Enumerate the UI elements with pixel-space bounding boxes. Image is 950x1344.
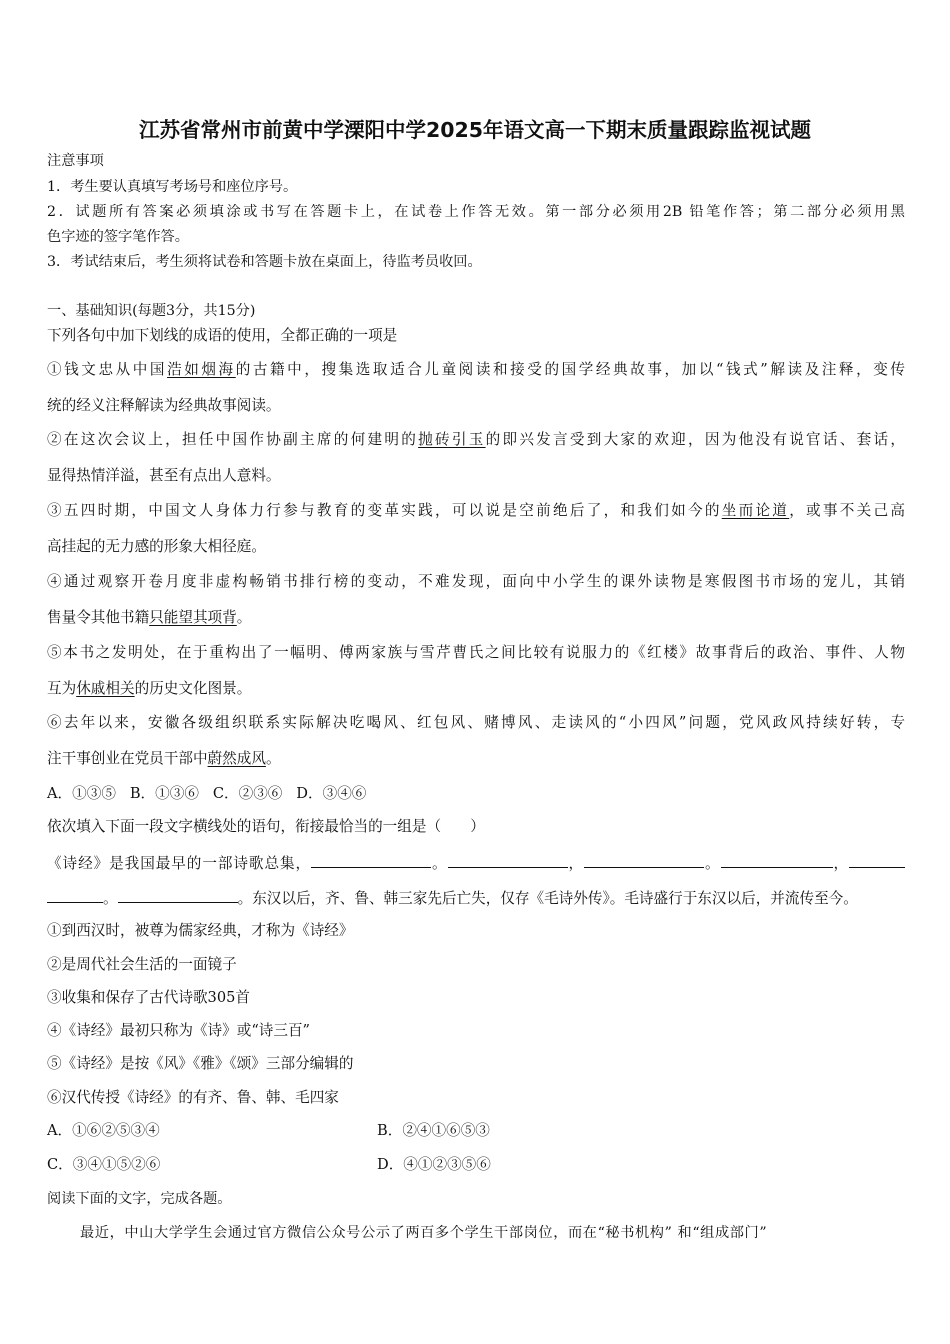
fill-blank-5[interactable] bbox=[849, 853, 905, 868]
q2-option-b: B．②④①⑥⑤③ bbox=[377, 1122, 490, 1139]
note-item-2-cont: 色字迹的签字笔作答。 bbox=[47, 229, 189, 245]
q1-sentence-1: ①钱文忠从中国浩如烟海的古籍中，搜集选取适合儿童阅读和接受的国学经典故事，加以“钱式”解读及注释，变传 bbox=[47, 361, 905, 378]
q2-option-a: A．①⑥②⑤③④ bbox=[47, 1122, 160, 1139]
q1-sentence-5: ⑤本书之发明处，在于重构出了一幅明、傅两家族与雪芹曹氏之间比较有说服力的《红楼》故事背后的政治、事件、人物 bbox=[47, 644, 905, 661]
fill-blank-1[interactable] bbox=[311, 853, 431, 868]
q1-sentence-2: ②在这次会议上，担任中国作协副主席的何建明的抛砖引玉的即兴发言受到大家的欢迎，因为他没有说官话、套话， bbox=[47, 431, 905, 448]
q2-item-6: ⑥汉代传授《诗经》的有齐、鲁、韩、毛四家 bbox=[47, 1089, 339, 1106]
section-heading: 一、基础知识(每题3分，共15分) bbox=[47, 303, 256, 319]
underlined-idiom: 浩如烟海 bbox=[167, 361, 236, 378]
q2-passage-line-1: 《诗经》是我国最早的一部诗歌总集， 。 ， 。 ， bbox=[47, 853, 905, 873]
note-item-2: 2．试题所有答案必须填涂或书写在答题卡上，在试卷上作答无效。第一部分必须用2B 铅笔作答；第二部分必须用黑 bbox=[47, 204, 905, 220]
notes-heading: 注意事项 bbox=[47, 153, 104, 169]
q1-sentence-5-cont: 互为休戚相关的历史文化图景。 bbox=[47, 680, 252, 697]
q1-sentence-3: ③五四时期，中国文人身体力行参与教育的变革实践，可以说是空前绝后了，和我们如今的坐而论道，或事不关己高 bbox=[47, 502, 905, 519]
underlined-idiom: 抛砖引玉 bbox=[418, 431, 486, 448]
note-item-3: 3．考试结束后，考生须将试卷和答题卡放在桌面上，待监考员收回。 bbox=[47, 254, 482, 270]
q1-sentence-3-cont: 高挂起的无力感的形象大相径庭。 bbox=[47, 538, 266, 555]
q2-item-1: ①到西汉时，被尊为儒家经典，才称为《诗经》 bbox=[47, 922, 354, 939]
reading-instruction: 阅读下面的文字，完成各题。 bbox=[47, 1191, 232, 1207]
note-item-1: 1．考生要认真填写考场号和座位序号。 bbox=[47, 179, 298, 195]
q1-options: A．①③⑤ B．①③⑥ C．②③⑥ D．③④⑥ bbox=[47, 785, 367, 802]
reading-passage-start: 最近，中山大学学生会通过官方微信公众号公示了两百多个学生干部岗位，而在“秘书机构” 和“组成部门” bbox=[80, 1225, 768, 1241]
q2-option-c: C．③④①⑤②⑥ bbox=[47, 1156, 161, 1173]
underlined-idiom: 蔚然成风 bbox=[207, 750, 266, 767]
question-2-stem: 依次填入下面一段文字横线处的语句，衔接最恰当的一组是（ ） bbox=[47, 818, 485, 835]
q1-sentence-6-cont: 注干事创业在党员干部中蔚然成风。 bbox=[47, 750, 281, 767]
underlined-idiom: 只能望其项背 bbox=[149, 609, 237, 626]
q1-sentence-4: ④通过观察开卷月度非虚构畅销书排行榜的变动，不难发现，面向中小学生的课外读物是寒假图书市场的宠儿，其销 bbox=[47, 573, 905, 590]
q2-item-2: ②是周代社会生活的一面镜子 bbox=[47, 956, 237, 973]
q1-sentence-1-cont: 统的经义注释解读为经典故事阅读。 bbox=[47, 397, 281, 414]
q1-sentence-4-cont: 售量令其他书籍只能望其项背。 bbox=[47, 609, 252, 626]
q2-item-3: ③收集和保存了古代诗歌305首 bbox=[47, 989, 250, 1006]
q2-item-5: ⑤《诗经》是按《风》《雅》《颂》三部分编辑的 bbox=[47, 1055, 354, 1072]
fill-blank-6[interactable] bbox=[118, 888, 238, 903]
fill-blank-2[interactable] bbox=[448, 853, 568, 868]
fill-blank-5-cont[interactable] bbox=[47, 888, 103, 903]
fill-blank-4[interactable] bbox=[721, 853, 833, 868]
fill-blank-3[interactable] bbox=[584, 853, 704, 868]
q2-option-d: D．④①②③⑤⑥ bbox=[377, 1156, 491, 1173]
q2-passage-line-2: 。 。东汉以后，齐、鲁、韩三家先后亡失，仅存《毛诗外传》。毛诗盛行于东汉以后，并流传至今。 bbox=[47, 888, 858, 908]
underlined-idiom: 休戚相关 bbox=[76, 680, 135, 697]
question-1-stem: 下列各句中加下划线的成语的使用，全都正确的一项是 bbox=[47, 327, 398, 344]
q1-sentence-6: ⑥去年以来，安徽各级组织联系实际解决吃喝风、红包风、赌博风、走读风的“小四风”问题，党风政风持续好转，专 bbox=[47, 714, 905, 731]
q2-item-4: ④《诗经》最初只称为《诗》或“诗三百” bbox=[47, 1022, 311, 1039]
page-title: 江苏省常州市前黄中学溧阳中学2025年语文高一下期末质量跟踪监视试题 bbox=[138, 118, 812, 142]
q1-sentence-2-cont: 显得热情洋溢，甚至有点出人意料。 bbox=[47, 467, 281, 484]
underlined-idiom: 坐而论道 bbox=[721, 502, 790, 519]
